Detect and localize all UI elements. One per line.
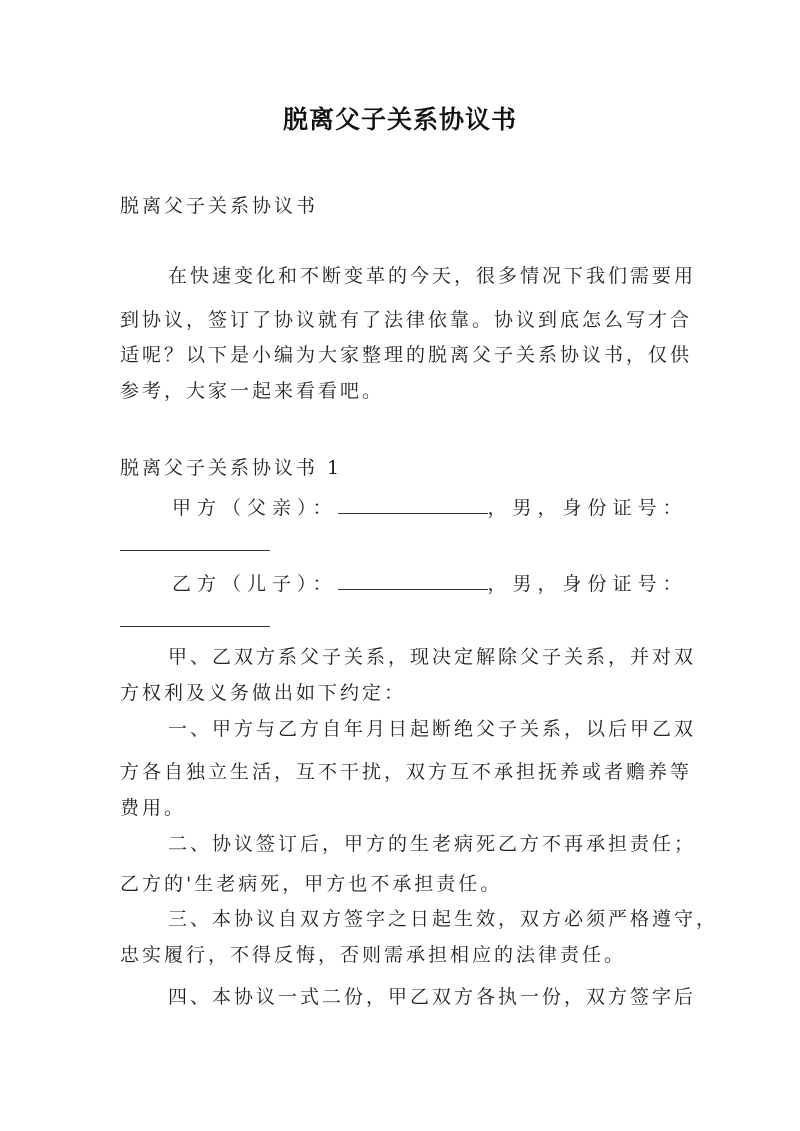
section-heading: 脱离父子关系协议书 1 [120,457,343,479]
party-a-name-blank[interactable] [338,495,488,514]
party-b-label: 乙方（儿子）： [172,573,338,595]
agreement-line-4: 方各自独立生活，互不干扰，双方互不承担抚养或者赡养等 [120,761,693,783]
party-b-name-blank[interactable] [338,571,488,590]
agreement-line-3: 一、甲方与乙方自年月日起断绝父子关系，以后甲乙双 [168,718,697,740]
agreement-line-1: 甲、乙双方系父子关系，现决定解除父子关系，并对双 [168,646,697,668]
document-title: 脱离父子关系协议书 [282,105,517,134]
agreement-line-9: 忠实履行，不得反悔，否则需承担相应的法律责任。 [120,944,627,966]
party-a-label: 甲方（父亲）： [172,497,338,519]
party-b-suffix: ，男，身份证号： [487,573,688,595]
party-b-row [172,571,692,596]
party-b-id-blank[interactable] [120,626,270,627]
intro-line-2: 到协议，签订了协议就有了法律依靠。协议到底怎么写才合 [120,309,693,331]
document-subtitle: 脱离父子关系协议书 [120,195,319,217]
agreement-line-6: 二、协议签订后，甲方的生老病死乙方不再承担责任； [168,833,697,855]
intro-line-3: 适呢？以下是小编为大家整理的脱离父子关系协议书，仅供 [120,344,693,366]
agreement-line-7: 乙方的'生老病死，甲方也不承担责任。 [120,873,503,895]
party-a-row [172,495,692,520]
agreement-line-10: 四、本协议一式二份，甲乙双方各执一份，双方签字后 [168,986,697,1008]
party-a-id-blank[interactable] [120,550,270,551]
agreement-line-8: 三、本协议自双方签字之日起生效，双方必须严格遵守， [168,908,719,930]
intro-line-4: 参考，大家一起来看看吧。 [120,380,385,402]
intro-line-1: 在快速变化和不断变革的今天，很多情况下我们需要用 [168,265,697,287]
agreement-line-2: 方权利及义务做出如下约定： [120,682,407,704]
agreement-line-5: 费用。 [120,797,187,819]
party-a-suffix: ，男，身份证号： [487,497,688,519]
